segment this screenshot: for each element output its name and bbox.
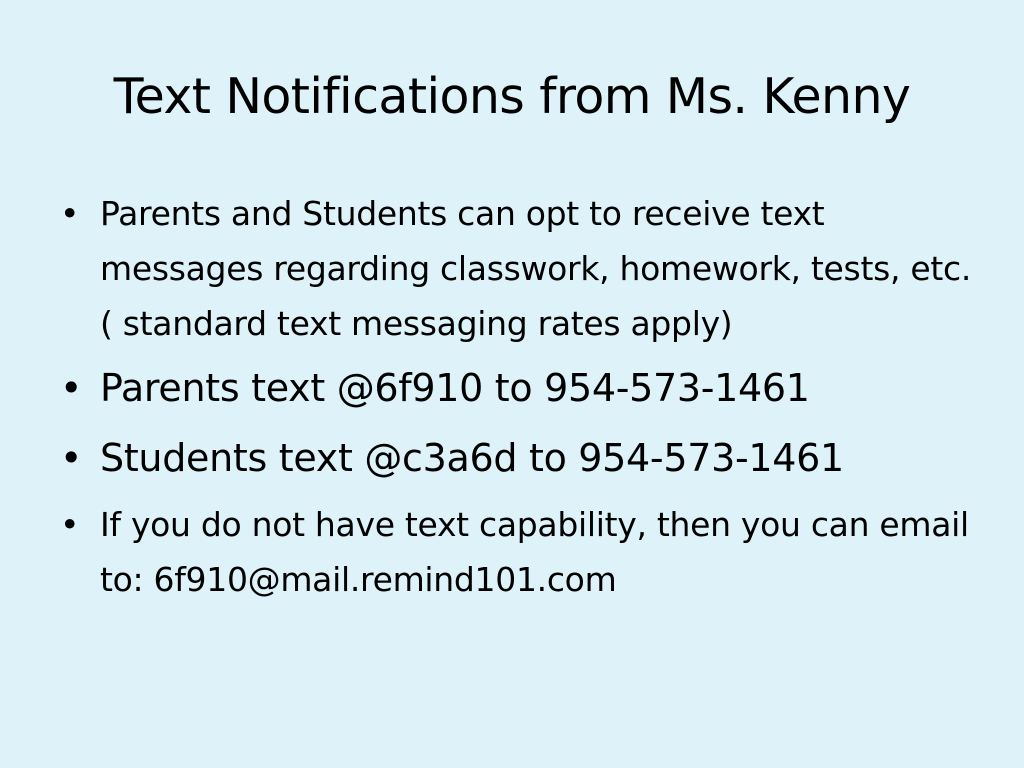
bullet-text-email-option: If you do not have text capability, then you can email to: 6f910@mail.remind101.com (100, 505, 969, 599)
bullet-icon: • (60, 194, 80, 233)
slide-title: Text Notifications from Ms. Kenny (113, 68, 911, 125)
bullet-icon: • (60, 505, 80, 544)
bullet-item-students-code (56, 427, 976, 489)
bullet-item-parents-code (56, 357, 976, 419)
bullet-icon: • (60, 366, 83, 410)
bullet-text-parents-code: Parents text @6f910 to 954-573-1461 (100, 366, 810, 410)
bullet-text-students-code: Students text @c3a6d to 954-573-1461 (100, 436, 844, 480)
bullet-list (56, 186, 976, 607)
bullet-icon: • (60, 436, 83, 480)
bullet-text-opt-in: Parents and Students can opt to receive text messages regarding classwork, homework, tests, etc. ( standard text messaging rates apply) (100, 194, 972, 343)
bullet-item-email-option (56, 497, 976, 607)
bullet-item-opt-in (56, 186, 976, 351)
